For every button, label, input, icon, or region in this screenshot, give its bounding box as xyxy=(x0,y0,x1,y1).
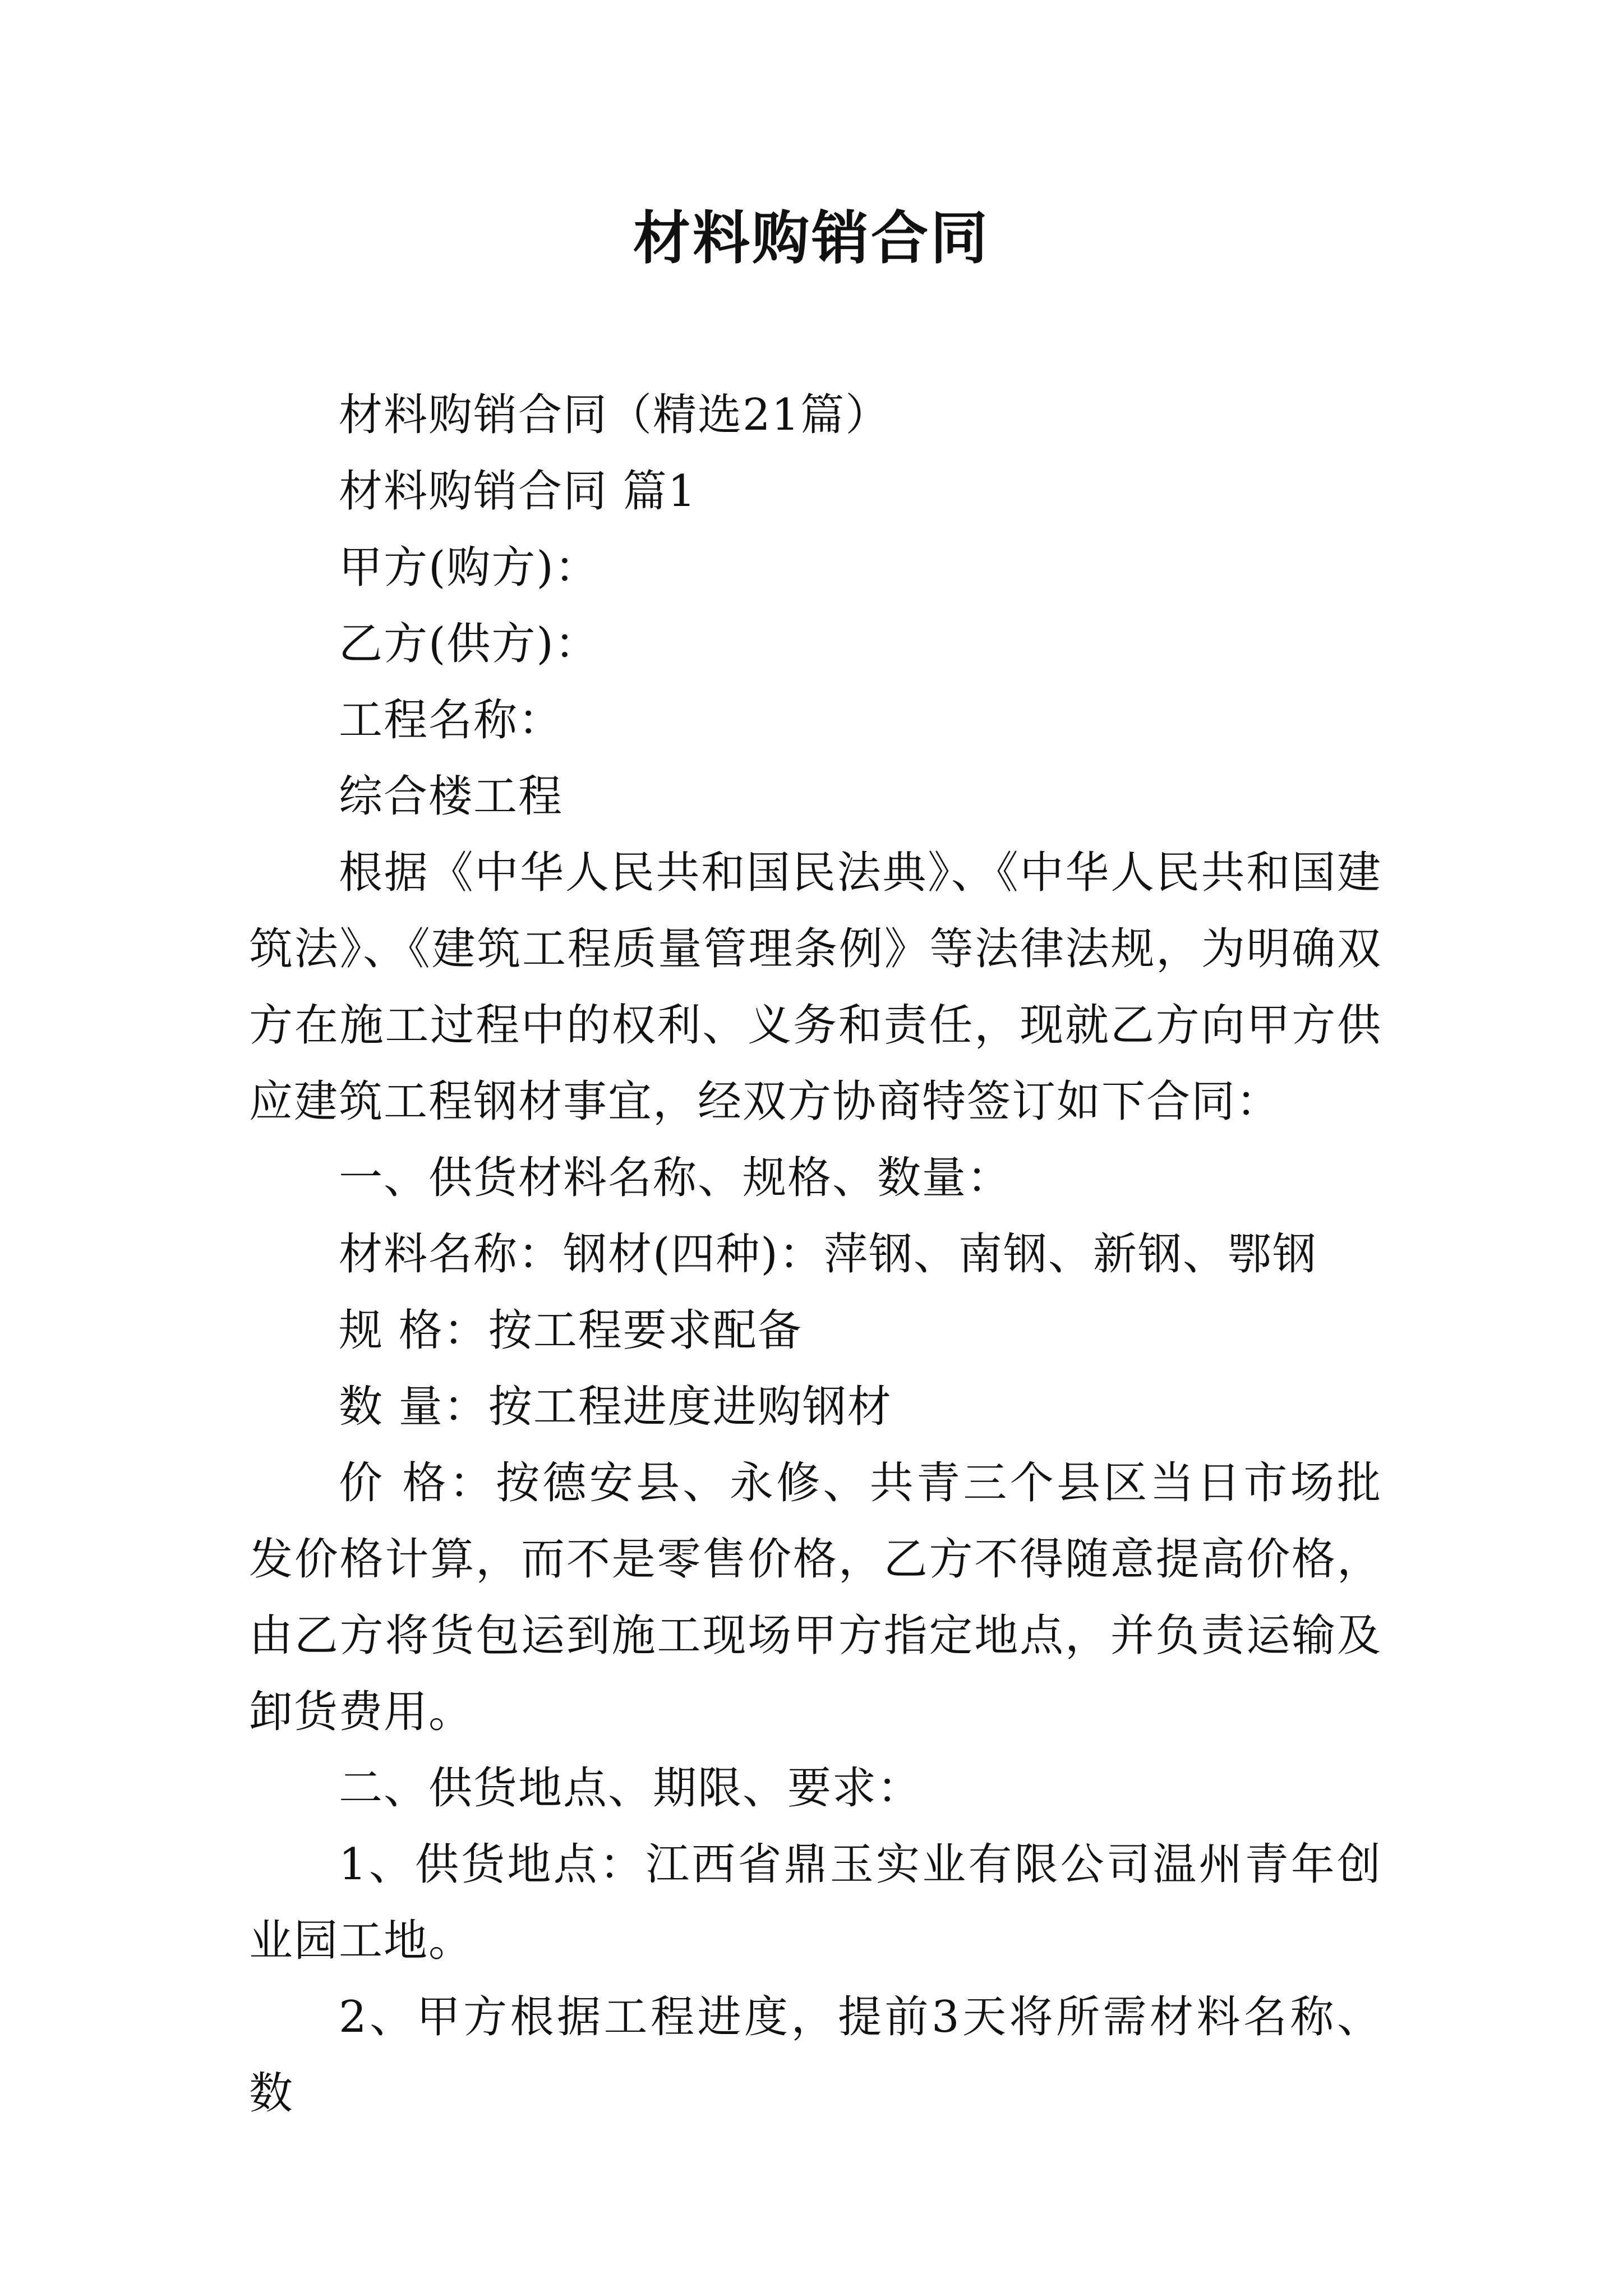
paragraph-party-b: 乙方(供方)： xyxy=(339,619,600,669)
paragraph-party-a: 甲方(购方)： xyxy=(339,542,600,593)
paragraph-delivery-location: 1、供货地点：江西省鼎玉实业有限公司温州青年创业园工地。 xyxy=(249,1839,1382,1966)
paragraph-section-1-heading: 一、供货材料名称、规格、数量： xyxy=(339,1153,1012,1203)
paragraph-material-name: 材料名称：钢材(四种)：萍钢、南钢、新钢、鄂钢 xyxy=(339,1229,1317,1280)
paragraph-price: 价 格：按德安县、永修、共青三个县区当日市场批发价格计算，而不是零售价格，乙方不得随意提高价格，由乙方将货包运到施工现场甲方指定地点，并负责运输及卸货费用。 xyxy=(249,1458,1382,1737)
paragraph-quantity: 数 量：按工程进度进购钢材 xyxy=(339,1382,892,1432)
paragraph-preamble: 根据《中华人民共和国民法典》、《中华人民共和国建筑法》、《建筑工程质量管理条例》等法律法规，为明确双方在施工过程中的权利、义务和责任，现就乙方向甲方供应建筑工程钢材事宜，经双方协商特签订如下合同： xyxy=(249,848,1382,1127)
paragraph-project-name-label: 工程名称： xyxy=(339,695,564,746)
paragraph-delivery-schedule: 2、甲方根据工程进度，提前3天将所需材料名称、数 xyxy=(249,1992,1382,2119)
paragraph-specification: 规 格：按工程要求配备 xyxy=(339,1305,803,1356)
paragraph-article-heading: 材料购销合同 篇1 xyxy=(339,466,697,517)
document-title: 材料购销合同 xyxy=(633,205,990,272)
paragraph-section-2-heading: 二、供货地点、期限、要求： xyxy=(339,1763,923,1814)
paragraph-project-name: 综合楼工程 xyxy=(339,771,564,822)
paragraph-collection-title: 材料购销合同（精选21篇） xyxy=(339,390,891,440)
document-body xyxy=(249,377,1382,2132)
